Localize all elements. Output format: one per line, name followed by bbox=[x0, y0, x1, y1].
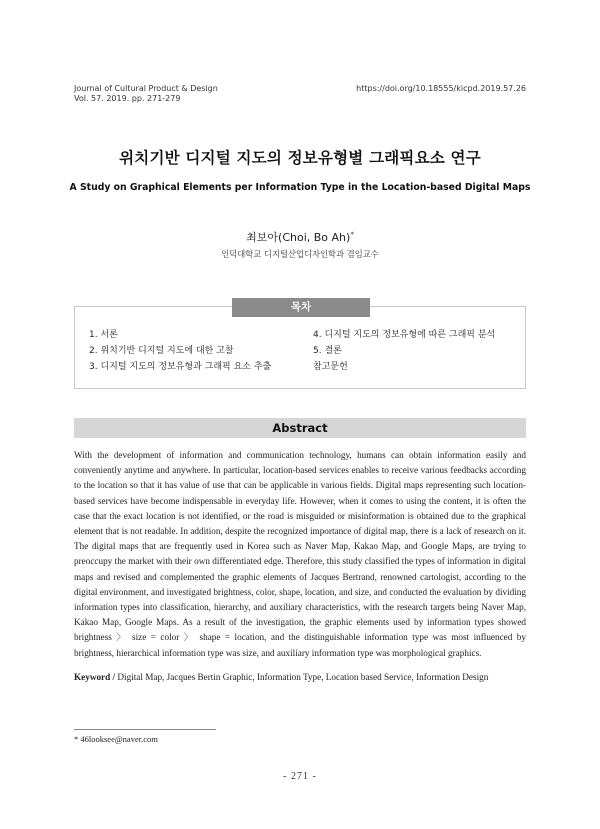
toc-item: 1. 서론 bbox=[89, 330, 118, 340]
keywords-label: Keyword / bbox=[74, 672, 116, 682]
toc-item: 2. 위치기반 디지털 지도에 대한 고찰 bbox=[89, 346, 234, 356]
author-line bbox=[0, 229, 600, 245]
footnote-divider bbox=[74, 729, 216, 730]
journal-name: Journal of Cultural Product & Design bbox=[74, 84, 218, 93]
abstract-body: With the development of information and communication technology, humans can obtain information easily and conveniently anytime and anywhere. In particular, location-based services enables to receive various feedbacks according to the location so that it has value of use that can be applicable in various fields. Digital maps representing such location-based services have become indispensable in everyday life. However, when it comes to using the content, it is often the case that the exact location is not identified, or the road is misguided or misinformation is obtained due to the graphical element that is not readable. In addition, despite the recognized importance of digital map, there is a lack of research on it. The digital maps that are frequently used in Korea such as Naver Map, Kakao Map, and Google Maps, are trying to preoccupy the market with their own differentiated edge. Therefore, this study classified the types of information in digital maps and revised and complemented the graphic elements of Jacques Bertrand, renowned cartologist, according to the digital environment, and investigated brightness, color, shape, location, and size, and conducted the evaluation by dividing information types into classification, hierarchy, and auxiliary characteristics, with the research targets being Naver Map, Kakao Map, Google Maps. As a result of the investigation, the graphic elements used by information types showed brightness 〉 size = color 〉 shape = location, and the distinguishable information type was most influenced by brightness, hierarchical information type was size, and auxiliary information type was morphological graphics. bbox=[74, 450, 526, 658]
toc-right-column bbox=[313, 327, 495, 375]
table-of-contents bbox=[74, 301, 526, 389]
doi-link[interactable]: https://doi.org/10.18555/kicpd.2019.57.26 bbox=[356, 84, 526, 93]
author-affiliation: 인덕대학교 디지털산업디자인학과 겸임교수 bbox=[221, 249, 379, 259]
abstract-heading: Abstract bbox=[74, 418, 526, 438]
paper-title: 위치기반 디지털 지도의 정보유형별 그래픽요소 연구 bbox=[119, 149, 481, 167]
paper-subtitle: A Study on Graphical Elements per Information Type in the Location-based Digital Maps bbox=[69, 182, 531, 193]
keywords-text: Digital Map, Jacques Bertin Graphic, Information Type, Location based Service, Information Design bbox=[117, 672, 489, 682]
author-name: 최보아(Choi, Bo Ah) bbox=[246, 231, 351, 244]
keywords-line bbox=[74, 672, 544, 682]
toc-item: 5. 결론 bbox=[313, 346, 342, 356]
toc-item: 3. 디지털 지도의 정보유형과 그래픽 요소 추출 bbox=[89, 362, 272, 372]
running-header bbox=[74, 84, 526, 104]
journal-volume: Vol. 57. 2019. pp. 271-279 bbox=[74, 94, 181, 103]
footnote-email: * 46looksee@naver.com bbox=[74, 734, 158, 744]
toc-item: 4. 디지털 지도의 정보유형에 따른 그래픽 분석 bbox=[313, 330, 496, 340]
toc-left-column bbox=[89, 327, 271, 375]
page-number: - 271 - bbox=[283, 771, 317, 782]
toc-title: 목차 bbox=[232, 298, 370, 317]
author-footnote-mark: * bbox=[350, 230, 354, 239]
toc-item: 참고문헌 bbox=[313, 362, 348, 372]
